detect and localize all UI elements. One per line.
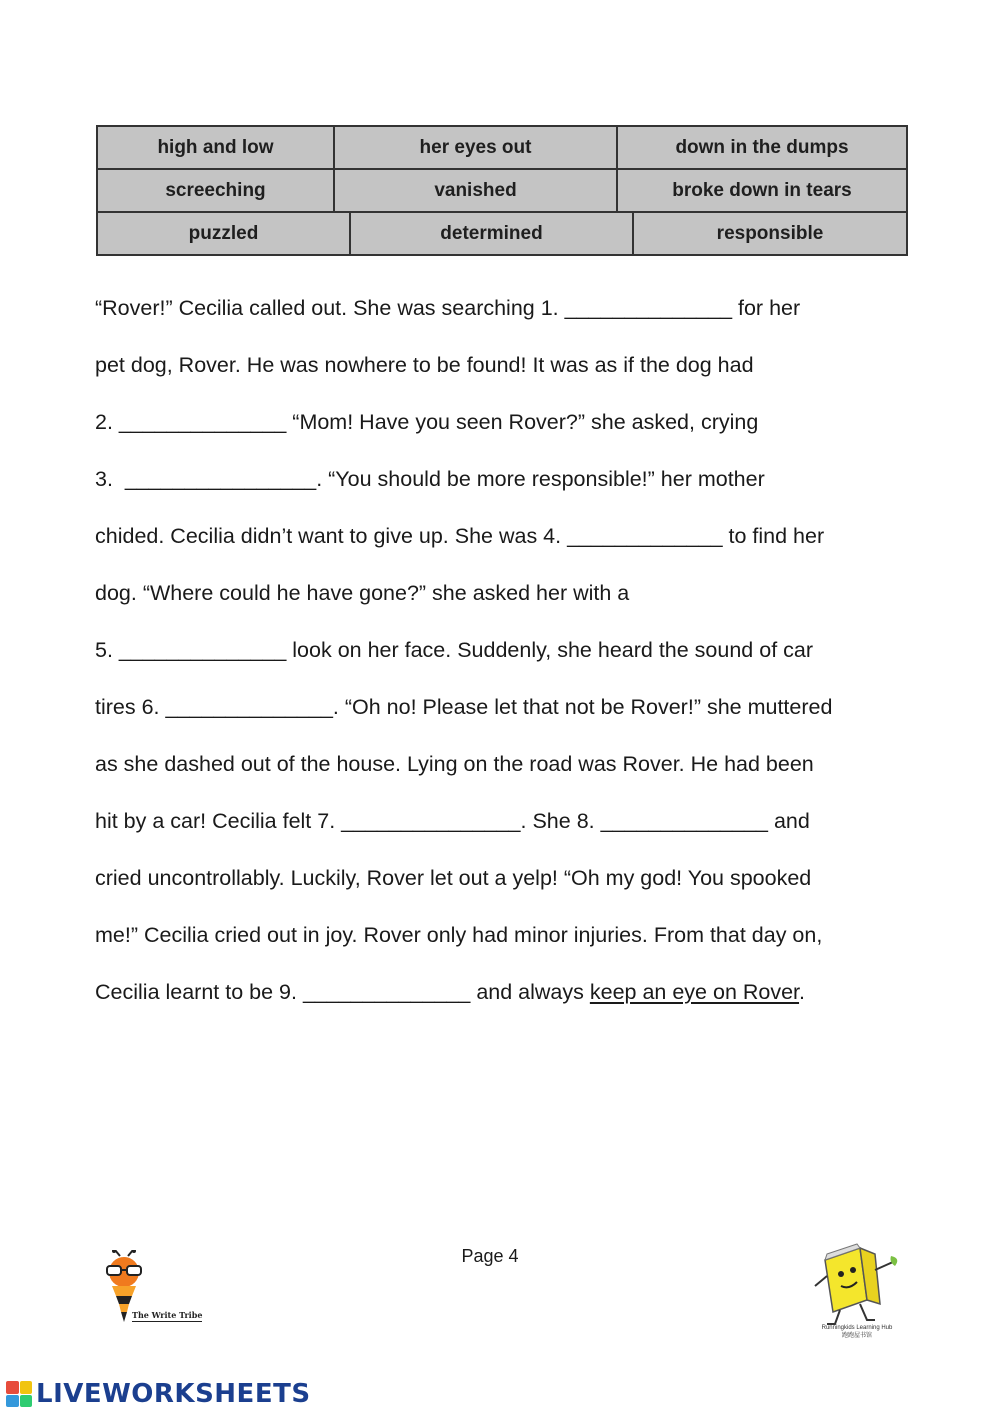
- story-line: pet dog, Rover. He was nowhere to be found! It was as if the dog had: [95, 353, 754, 377]
- learning-hub-caption: Runningkids Learning Hub 跑跑屋书馆: [821, 1325, 893, 1339]
- underlined-phrase: keep an eye on Rover: [589, 980, 800, 1004]
- story-line: tires 6. ______________. “Oh no! Please let that not be Rover!” she muttered: [95, 695, 833, 719]
- story-line: dog. “Where could he have gone?” she asked her with a: [95, 581, 630, 605]
- word-bank-table: [96, 125, 908, 256]
- word-bank-row: [98, 170, 906, 213]
- word-bank-cell: responsible: [716, 222, 824, 244]
- word-bank-cell: puzzled: [98, 213, 351, 254]
- story-line: 2. ______________ “Mom! Have you seen Rover?” she asked, crying: [95, 410, 759, 434]
- word-bank-row: [98, 127, 906, 170]
- word-bank-cell: determined: [351, 213, 634, 254]
- story-line: hit by a car! Cecilia felt 7. _______________. She 8. ______________ and: [95, 809, 810, 833]
- word-bank-cell: broke down in tears: [672, 179, 852, 201]
- story-line: chided. Cecilia didn’t want to give up. She was 4. _____________ to find her: [95, 524, 825, 548]
- word-bank-row: [98, 213, 906, 254]
- write-tribe-caption: The Write Tribe: [132, 1310, 203, 1320]
- word-bank-cell: screeching: [98, 170, 335, 211]
- story-line: “Rover!” Cecilia called out. She was searching 1. ______________ for her: [95, 296, 801, 320]
- story-line: 3. ________________. “You should be more responsible!” her mother: [95, 467, 765, 491]
- story-line: as she dashed out of the house. Lying on the road was Rover. He had been: [95, 752, 814, 776]
- story-line: Cecilia learnt to be 9. ______________ and always keep an eye on Rover.: [95, 980, 806, 1004]
- word-bank-cell: high and low: [98, 127, 335, 168]
- word-bank-cell: her eyes out: [335, 127, 618, 168]
- story-line: 5. ______________ look on her face. Suddenly, she heard the sound of car: [95, 638, 814, 662]
- liveworksheets-wordmark: LIVEWORKSHEETS: [36, 1379, 311, 1409]
- story-line: me!” Cecilia cried out in joy. Rover only had minor injuries. From that day on,: [95, 923, 823, 947]
- page-number: Page 4: [461, 1246, 519, 1266]
- liveworksheets-brand[interactable]: [6, 1378, 311, 1410]
- liveworksheets-logo-icon: [6, 1381, 32, 1407]
- word-bank-cell: vanished: [335, 170, 618, 211]
- story-line: cried uncontrollably. Luckily, Rover let out a yelp! “Oh my god! You spooked: [95, 866, 812, 890]
- story-paragraph: [95, 280, 915, 1021]
- word-bank-cell: down in the dumps: [675, 136, 849, 158]
